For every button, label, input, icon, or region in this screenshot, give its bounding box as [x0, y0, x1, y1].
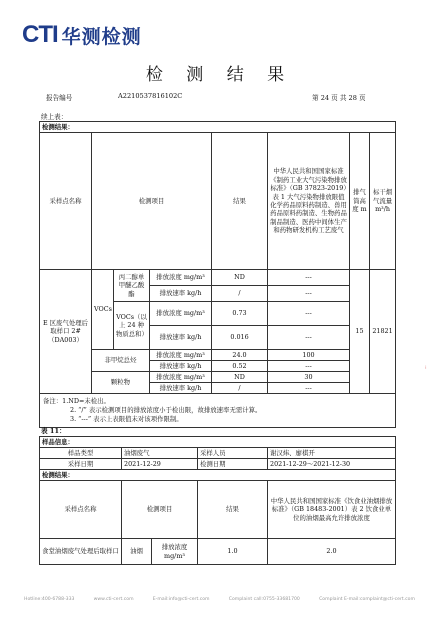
result-cell: 0.016: [212, 326, 268, 350]
flow-rate: 21821: [370, 270, 396, 394]
result-cell: 24.0: [212, 350, 268, 361]
limit-cell: 2.0: [268, 539, 396, 565]
company-logo: [22, 22, 142, 48]
param-cell: 排放速率 kg/h: [150, 361, 212, 372]
info-section-label: 样品信息：: [40, 437, 396, 448]
logo-brand: CTI: [22, 21, 58, 48]
limit-cell: ---: [268, 361, 350, 372]
header-point: 采样点名称: [40, 133, 92, 270]
item-cell: 油烟: [122, 539, 152, 565]
param-cell: 排放浓度 mg/m³: [150, 372, 212, 383]
limit-cell: ---: [268, 286, 350, 302]
header-item: 检测项目: [92, 133, 212, 270]
voc-group-label: VOCs: [92, 270, 114, 350]
sample-type-label: 样品类型: [40, 448, 122, 459]
param-cell: 排放浓度 mg/m³: [152, 539, 198, 565]
report-number: A2210537816102C: [118, 92, 183, 100]
table-row: [40, 350, 396, 361]
footer-hotline: Hotline:400-6788-333: [24, 597, 75, 602]
table2-title: 表 11：: [41, 427, 66, 435]
seal-mark: ⁝: [425, 365, 427, 371]
oil-fume-table: [39, 436, 396, 565]
sampler-label: 采样人员: [198, 448, 268, 459]
footer-complaint-call: Complaint call:0755-33681700: [228, 597, 300, 602]
param-cell: 排放浓度 mg/m³: [150, 270, 212, 286]
table-row: [40, 270, 396, 286]
result-section-label: 检测结果：: [40, 470, 396, 481]
footer-email: E-mail:info@cti-cert.com: [152, 597, 210, 602]
note-line: 备注：1.ND=未检出。: [43, 396, 110, 405]
footer-web: www.cti-cert.com: [93, 597, 134, 602]
header-item: 检测项目: [122, 481, 198, 539]
result-cell: ND: [212, 372, 268, 383]
logo-company-name: 华测检测: [61, 25, 142, 48]
sample-type-value: 油烟废气: [122, 448, 198, 459]
substance-label: VOCs（以上 24 种物质总和）: [114, 302, 150, 350]
result-cell: 1.0: [198, 539, 268, 565]
sampling-point: 食堂油烟废气处理后取样口: [40, 539, 122, 565]
test-date-value: 2021-12-29～2021-12-30: [268, 459, 396, 470]
result-cell: /: [212, 286, 268, 302]
limit-cell: ---: [268, 302, 350, 326]
page-footer: [0, 597, 439, 602]
param-cell: 排放浓度 mg/m³: [150, 302, 212, 326]
result-cell: /: [212, 383, 268, 394]
param-cell: 排放速率 kg/h: [150, 326, 212, 350]
header-result: 结果: [198, 481, 268, 539]
continued-label: 续上表：: [41, 113, 68, 121]
note-line: 2. “/” 表示检测项目的排放浓度小于检出限，故排放速率无需计算。: [70, 405, 262, 414]
limit-cell: 100: [268, 350, 350, 361]
sampling-date-value: 2021-12-29: [122, 459, 198, 470]
substance-label: 颗粒物: [92, 372, 150, 394]
notes-cell: [40, 394, 396, 428]
param-cell: 排放速率 kg/h: [150, 383, 212, 394]
sampler-value: 谢汉炜、廖棋开: [268, 448, 396, 459]
results-table: [39, 121, 396, 428]
limit-cell: 30: [268, 372, 350, 383]
substance-label: 丙二醇单甲醚乙酸酯: [114, 270, 150, 302]
report-number-label: 报告编号: [46, 94, 73, 102]
result-cell: ND: [212, 270, 268, 286]
header-standard: 中华人民共和国国家标准《制药工业大气污染物排放标准》（GB 37823-2019）表 1 大气污染物排放限值 化学药品原料药制造、兽用药品原料药制造、生物药品制品制造、医药中间体生产和药物研发机构工艺废气: [268, 133, 350, 270]
note-line: 3. “---” 表示上表限值未对该项作限制。: [70, 415, 183, 424]
sampling-date-label: 采样日期: [40, 459, 122, 470]
limit-cell: ---: [268, 326, 350, 350]
header-result: 结果: [212, 133, 268, 270]
page-title: 检 测 结 果: [145, 65, 294, 85]
header-standard: 中华人民共和国国家标准《饮食业油烟排放标准》（GB 18483-2001）表 2 饮食业单位的油烟最高允许排放浓度: [268, 481, 396, 539]
section-label: 检测结果：: [40, 122, 396, 133]
table-row: [40, 372, 396, 383]
header-height: 排气筒高度 m: [350, 133, 370, 270]
test-date-label: 检测日期: [198, 459, 268, 470]
substance-label: 非甲烷总烃: [92, 350, 150, 372]
page-indicator: 第 24 页 共 28 页: [312, 94, 366, 102]
sampling-point: E 区废气处理后取样口 2#（DA003）: [40, 270, 92, 394]
result-cell: 0.52: [212, 361, 268, 372]
limit-cell: ---: [268, 383, 350, 394]
footer-complaint-email: Complaint E-mail:complaint@cti-cert.com: [319, 597, 415, 602]
param-cell: 排放速率 kg/h: [150, 286, 212, 302]
result-cell: 0.73: [212, 302, 268, 326]
limit-cell: ---: [268, 270, 350, 286]
stack-height: 15: [350, 270, 370, 394]
header-flow: 标干烟气流量 m³/h: [370, 133, 396, 270]
header-point: 采样点名称: [40, 481, 122, 539]
param-cell: 排放浓度 mg/m³: [150, 350, 212, 361]
table-row: [40, 539, 396, 565]
